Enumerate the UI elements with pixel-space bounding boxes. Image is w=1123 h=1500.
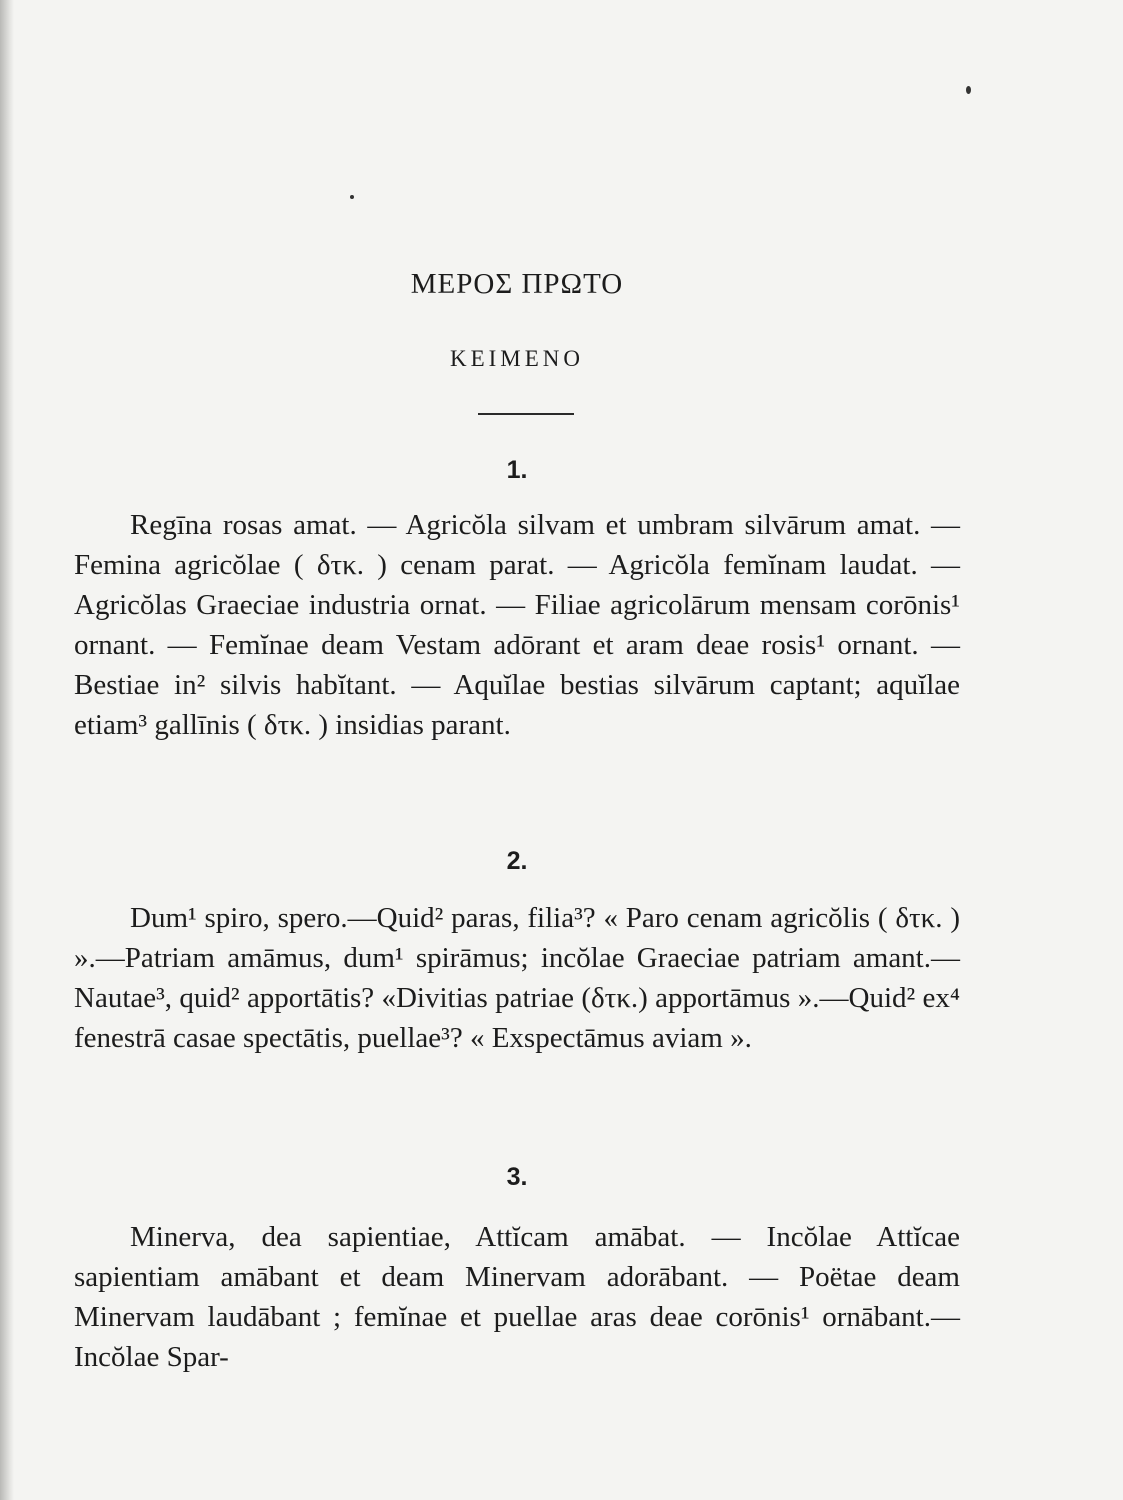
- exercise-paragraph: Dum¹ spiro, spero.—Quid² paras, filia³? « Paro cenam agricŏlis ( δτκ. ) ».—Patriam amāmus, dum¹ spirāmus; incŏlae Graeciae patriam amant.—Nautae³, quid² apportātis? «Divitias patriae (δτκ.) apportāmus ».—Quid² ex⁴ fenestrā casae spectātis, puellae³? « Exspectāmus aviam ».: [74, 902, 960, 1054]
- title-divider: [478, 413, 574, 415]
- section-number: 3.: [506, 1163, 528, 1191]
- part-title: ΜΕΡΟΣ ΠΡΩΤΟ: [410, 268, 624, 300]
- section-number: 1.: [506, 456, 528, 484]
- exercise-paragraph: Minerva, dea sapientiae, Attĭcam amābat. — Incŏlae Attĭcae sapientiam amābant et deam Minervam adorābant. — Poëtae deam Minervam laudābant ; femĭnae et puellae aras deae corōnis¹ ornābant.—Incŏlae Spar-: [74, 1221, 960, 1373]
- section-subtitle: ΚΕΙΜΕΝΟ: [449, 346, 585, 371]
- section-number: 2.: [506, 847, 528, 875]
- print-speck: [966, 86, 971, 94]
- book-page: [74, 0, 960, 1500]
- binding-shadow: [0, 0, 14, 1500]
- exercise-paragraph: Regīna rosas amat. — Agricŏla silvam et umbram silvārum amat. — Femina agricŏlae ( δτκ. ) cenam parat. — Agricŏla femĭnam laudat. — Agricŏlas Graeciae industria ornat. — Filiae agricolārum mensam corōnis¹ ornant. — Femĭnae deam Vestam adōrant et aram deae rosis¹ ornant. — Bestiae in² silvis habĭtant. — Aquĭlae bestias silvārum captant; aquĭlae etiam³ gallīnis ( δτκ. ) insidias parant.: [74, 509, 960, 741]
- print-speck: [350, 195, 354, 199]
